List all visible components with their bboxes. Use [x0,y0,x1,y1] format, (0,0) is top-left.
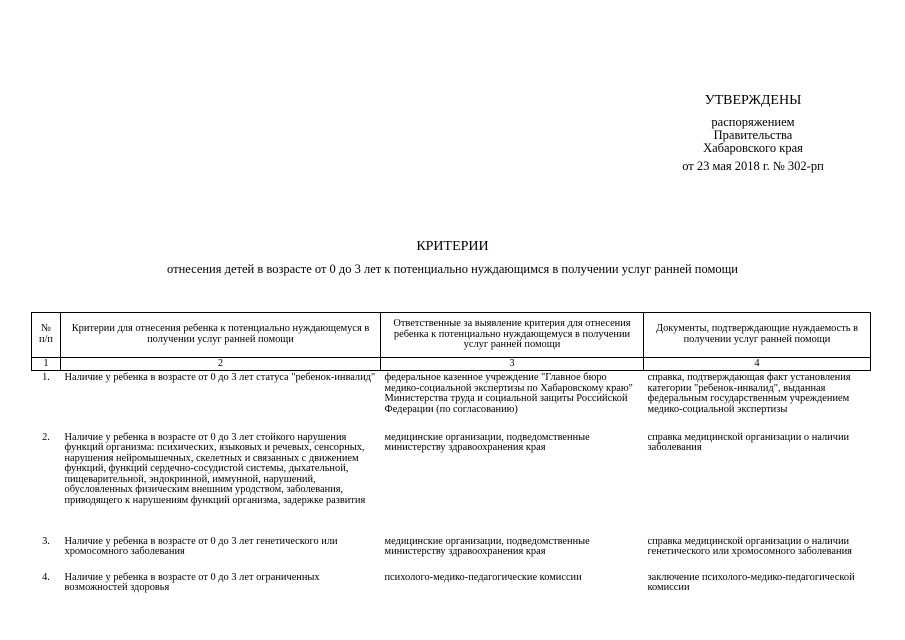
row-responsible: медицинские организации, подведомственные министерству здравоохранения края [384,535,590,558]
row-number: 4. [42,571,50,583]
approval-heading: УТВЕРЖДЕНЫ [704,93,802,108]
table-row [32,371,871,431]
criteria-table [31,312,871,594]
row-documents: справка медицинской организации о наличии заболевания [647,431,850,454]
row-responsible: медицинские организации, подведомственные министерству здравоохранения края [384,431,590,454]
approval-line-order: распоряжением [711,115,795,129]
row-responsible: федеральное казенное учреждение "Главное бюро медико-социальной экспертизы по Хабаровскому краю" Министерства труда и социальной защиты Российской Федерации (по согласованию) [384,372,633,415]
header-number: № п/п [32,313,61,358]
row-documents: справка, подтверждающая факт установления категории "ребенок-инвалид", выданная федеральным государственным учреждением медико-социальной экспертизы [647,372,851,415]
table-row [32,535,871,571]
document-title: КРИТЕРИИ [416,239,489,254]
column-number: 1 [32,358,61,371]
column-number: 4 [644,358,871,371]
document-subtitle: отнесения детей в возрасте от 0 до 3 лет к потенциально нуждающимся в получении услуг ранней помощи [167,262,738,276]
row-number: 3. [42,535,50,547]
row-criterion: Наличие у ребенка в возрасте от 0 до 3 лет генетического или хромосомного заболевания [64,535,338,558]
approval-block [648,92,858,173]
header-criterion: Критерии для отнесения ребенка к потенциально нуждающемуся в получении услуг ранней помощи [61,313,381,358]
row-number: 2. [42,431,50,443]
approval-line-government: Правительства [713,128,793,142]
header-documents: Документы, подтверждающие нуждаемость в получении услуг ранней помощи [644,313,871,358]
row-criterion: Наличие у ребенка в возрасте от 0 до 3 лет стойкого нарушения функций организма: психических, языковых и речевых, сенсорных, нарушения нейромышечных, скелетных и связанных с движением функций, функций сердечно-сосудистой системы, дыхательной, пищеварительной, эндокринной, иммунной, нарушений, обусловленных физическим внешним уродством, заболевания, приводящего к нарушениям функций организма, задержке развития [64,431,366,507]
row-number: 1. [42,372,50,383]
approval-line-region: Хабаровского края [703,141,803,155]
table-row [32,431,871,535]
table-row [32,571,871,594]
row-criterion: Наличие у ребенка в возрасте от 0 до 3 лет ограниченных возможностей здоровья [64,571,320,594]
row-documents: заключение психолого-медико-педагогической комиссии [647,571,855,594]
column-number: 2 [61,358,381,371]
approval-date: от 23 мая 2018 г. № 302-рп [682,159,824,173]
row-criterion: Наличие у ребенка в возрасте от 0 до 3 лет статуса "ребенок-инвалид" [64,372,376,383]
column-numbers-row [32,358,871,371]
column-number: 3 [381,358,644,371]
row-responsible: психолого-медико-педагогические комиссии [384,571,582,583]
row-documents: справка медицинской организации о наличии генетического или хромосомного заболевания [647,535,852,558]
header-responsible: Ответственные за выявление критерия для отнесения ребенка к потенциально нуждающемуся в получении услуг ранней помощи [381,313,644,358]
table-header-row [32,313,871,358]
